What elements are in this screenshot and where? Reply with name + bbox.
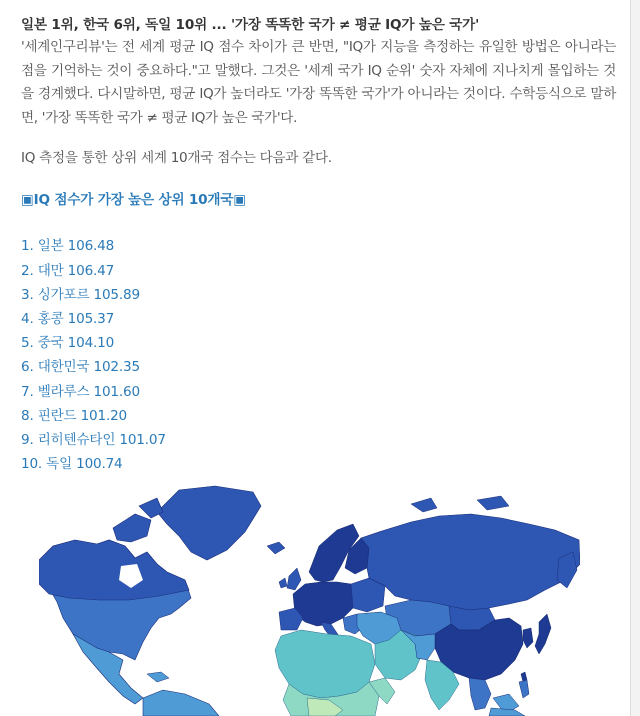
list-item: 8. 핀란드 101.20 (21, 407, 127, 424)
article (21, 14, 616, 476)
article-paragraph-1: '세계인구리뷰'는 전 세계 평균 IQ 점수 차이가 큰 반면, "IQ가 지능을 측정하는 유일한 방법은 아니라는 점을 기억하는 것이 중요하다."고 말했다. 그것은 '세계 국가 IQ 순위' 숫자 자체에 지나치게 몰입하는 것을 경계했다. 다시말하면, 평균 IQ가 높더라도 '가장 똑똑한 국가'가 아니라는 것이다. 수학등식으로 말하면, '가장 똑똑한 국가 ≠ 평균 IQ가 높은 국가'다. (21, 39, 616, 126)
list-item: 1. 일본 106.48 (21, 238, 115, 255)
ranking-subheading: ▣IQ 점수가 가장 높은 상위 10개국▣ (21, 192, 246, 209)
page-edge (630, 0, 640, 716)
ranking-list (21, 234, 616, 476)
article-paragraph-2: IQ 측정을 통한 상위 세계 10개국 점수는 다음과 같다. (21, 150, 332, 167)
list-item: 10. 독일 100.74 (21, 456, 123, 473)
list-item: 4. 홍콩 105.37 (21, 310, 115, 327)
list-item: 7. 벨라루스 101.60 (21, 383, 140, 400)
article-headline: 일본 1위, 한국 6위, 독일 10위 ... '가장 똑똑한 국가 ≠ 평균 IQ가 높은 국가' (21, 17, 480, 33)
list-item: 5. 중국 104.10 (21, 335, 115, 352)
list-item: 3. 싱가포르 105.89 (21, 286, 140, 303)
list-item: 2. 대만 106.47 (21, 262, 115, 279)
list-item: 9. 리히텐슈타인 101.07 (21, 432, 166, 448)
world-map-image (39, 484, 580, 716)
world-iq-map (39, 484, 580, 716)
list-item: 6. 대한민국 102.35 (21, 359, 140, 376)
